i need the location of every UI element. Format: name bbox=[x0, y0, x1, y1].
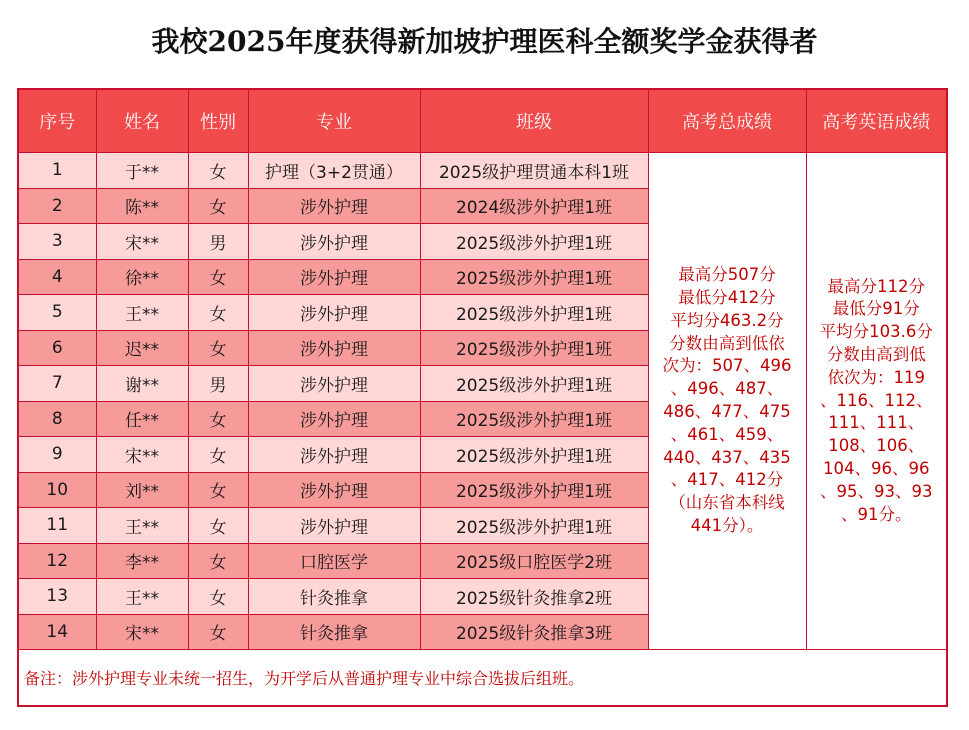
english-score-line: 104、96、96 bbox=[823, 458, 930, 478]
cell-gender: 女 bbox=[188, 188, 248, 224]
cell-major: 涉外护理 bbox=[248, 366, 420, 402]
cell-name: 王** bbox=[96, 508, 188, 544]
cell-gender: 女 bbox=[188, 153, 248, 189]
cell-no: 7 bbox=[18, 366, 96, 402]
english-score-line: 分数由高到低 bbox=[826, 345, 926, 364]
header-gender: 性别 bbox=[188, 89, 248, 153]
page-title: 我校2025年度获得新加坡护理医科全额奖学金获得者 bbox=[151, 25, 818, 58]
cell-class: 2025级口腔医学2班 bbox=[420, 543, 648, 579]
cell-major: 涉外护理 bbox=[248, 295, 420, 331]
cell-class: 2025级涉外护理1班 bbox=[420, 508, 648, 544]
cell-gender: 女 bbox=[188, 295, 248, 331]
cell-major: 涉外护理 bbox=[248, 188, 420, 224]
total-score-summary bbox=[648, 153, 806, 650]
header-total-score: 高考总成绩 bbox=[648, 89, 806, 153]
total-score-line: 、461、459、 bbox=[670, 424, 784, 444]
cell-class: 2025级涉外护理1班 bbox=[420, 472, 648, 508]
total-score-line: 平均分463.2分 bbox=[670, 310, 784, 330]
cell-class: 2025级涉外护理1班 bbox=[420, 401, 648, 437]
cell-name: 宋** bbox=[96, 614, 188, 650]
header-no: 序号 bbox=[18, 89, 96, 153]
total-score-line: （山东省本科线 bbox=[669, 493, 785, 513]
cell-gender: 女 bbox=[188, 437, 248, 473]
cell-no: 2 bbox=[18, 188, 96, 224]
scholarship-table bbox=[17, 88, 948, 707]
cell-major: 针灸推拿 bbox=[248, 579, 420, 615]
cell-no: 5 bbox=[18, 295, 96, 331]
header-class: 班级 bbox=[420, 89, 648, 153]
english-score-line: 108、106、 bbox=[828, 436, 925, 456]
note-row bbox=[18, 650, 947, 707]
header-english-score: 高考英语成绩 bbox=[806, 89, 947, 153]
english-score-line: 依次为：119 bbox=[827, 367, 925, 387]
cell-no: 11 bbox=[18, 508, 96, 544]
header-major: 专业 bbox=[248, 89, 420, 153]
cell-name: 谢** bbox=[96, 366, 188, 402]
cell-no: 4 bbox=[18, 259, 96, 295]
cell-no: 6 bbox=[18, 330, 96, 366]
cell-name: 王** bbox=[96, 579, 188, 615]
cell-gender: 女 bbox=[188, 508, 248, 544]
cell-name: 宋** bbox=[96, 437, 188, 473]
cell-name: 刘** bbox=[96, 472, 188, 508]
cell-no: 13 bbox=[18, 579, 96, 615]
cell-name: 迟** bbox=[96, 330, 188, 366]
cell-no: 12 bbox=[18, 543, 96, 579]
table-row bbox=[18, 153, 947, 189]
cell-no: 8 bbox=[18, 401, 96, 437]
cell-gender: 女 bbox=[188, 579, 248, 615]
total-score-line: 440、437、435 bbox=[663, 447, 791, 467]
cell-name: 陈** bbox=[96, 188, 188, 224]
cell-class: 2025级护理贯通本科1班 bbox=[420, 153, 648, 189]
footnote: 备注：涉外护理专业未统一招生，为开学后从普通护理专业中综合选拔后组班。 bbox=[18, 650, 947, 707]
cell-name: 徐** bbox=[96, 259, 188, 295]
total-score-line: 最高分507分 bbox=[678, 265, 776, 285]
cell-class: 2025级涉外护理1班 bbox=[420, 330, 648, 366]
total-score-line: 、417、412分 bbox=[670, 470, 784, 490]
cell-gender: 女 bbox=[188, 259, 248, 295]
cell-class: 2025级涉外护理1班 bbox=[420, 295, 648, 331]
cell-class: 2025级针灸推拿3班 bbox=[420, 614, 648, 650]
cell-major: 涉外护理 bbox=[248, 508, 420, 544]
cell-major: 涉外护理 bbox=[248, 330, 420, 366]
cell-gender: 女 bbox=[188, 614, 248, 650]
cell-major: 涉外护理 bbox=[248, 401, 420, 437]
cell-gender: 女 bbox=[188, 543, 248, 579]
cell-class: 2024级涉外护理1班 bbox=[420, 188, 648, 224]
header-name: 姓名 bbox=[96, 89, 188, 153]
cell-class: 2025级涉外护理1班 bbox=[420, 437, 648, 473]
english-score-summary bbox=[806, 153, 947, 650]
english-score-line: 、95、93、93 bbox=[820, 481, 933, 501]
cell-class: 2025级涉外护理1班 bbox=[420, 366, 648, 402]
total-score-line: 、496、487、 bbox=[670, 379, 784, 399]
cell-gender: 男 bbox=[188, 366, 248, 402]
cell-name: 任** bbox=[96, 401, 188, 437]
cell-major: 涉外护理 bbox=[248, 472, 420, 508]
cell-no: 3 bbox=[18, 224, 96, 260]
total-score-line: 最低分412分 bbox=[678, 288, 776, 308]
english-score-line: 平均分103.6分 bbox=[819, 322, 933, 342]
cell-no: 14 bbox=[18, 614, 96, 650]
total-score-line: 次为：507、496 bbox=[662, 356, 792, 376]
cell-major: 涉外护理 bbox=[248, 224, 420, 260]
english-score-line: 111、111、 bbox=[828, 413, 925, 433]
cell-no: 1 bbox=[18, 153, 96, 189]
cell-major: 涉外护理 bbox=[248, 259, 420, 295]
english-score-line: 、116、112、 bbox=[820, 390, 933, 410]
cell-name: 宋** bbox=[96, 224, 188, 260]
cell-major: 口腔医学 bbox=[248, 543, 420, 579]
total-score-line: 分数由高到低依 bbox=[669, 333, 785, 353]
english-score-line: 最低分91分 bbox=[832, 299, 920, 319]
total-score-line: 441分）。 bbox=[690, 515, 764, 535]
cell-name: 李** bbox=[96, 543, 188, 579]
english-score-line: 最高分112分 bbox=[827, 276, 925, 296]
cell-no: 10 bbox=[18, 472, 96, 508]
cell-name: 于** bbox=[96, 153, 188, 189]
cell-gender: 男 bbox=[188, 224, 248, 260]
header-row bbox=[18, 89, 947, 153]
cell-gender: 女 bbox=[188, 472, 248, 508]
cell-name: 王** bbox=[96, 295, 188, 331]
cell-major: 针灸推拿 bbox=[248, 614, 420, 650]
cell-class: 2025级涉外护理1班 bbox=[420, 259, 648, 295]
english-score-line: 、91分。 bbox=[841, 504, 912, 524]
cell-class: 2025级针灸推拿2班 bbox=[420, 579, 648, 615]
cell-major: 护理（3+2贯通） bbox=[248, 153, 420, 189]
cell-class: 2025级涉外护理1班 bbox=[420, 224, 648, 260]
cell-gender: 女 bbox=[188, 330, 248, 366]
cell-major: 涉外护理 bbox=[248, 437, 420, 473]
cell-gender: 女 bbox=[188, 401, 248, 437]
cell-no: 9 bbox=[18, 437, 96, 473]
total-score-line: 486、477、475 bbox=[663, 402, 791, 421]
